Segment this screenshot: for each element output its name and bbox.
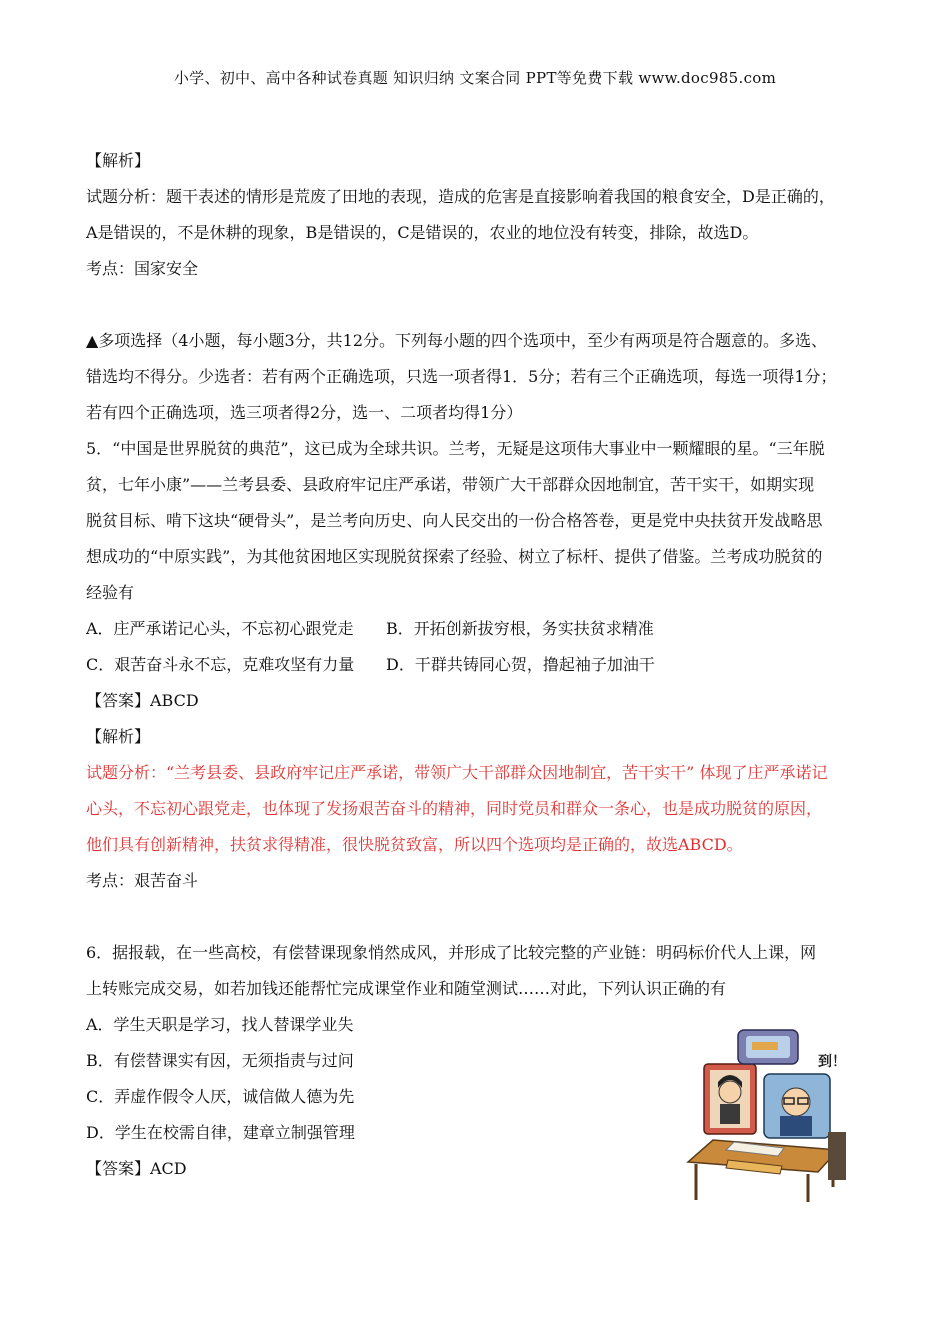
q4-analysis-label: 【解析】 [86, 151, 151, 170]
teacher-body [780, 1116, 812, 1136]
q5-analysis-label: 【解析】 [86, 727, 151, 746]
q5-answer: 【答案】ABCD [86, 691, 199, 710]
q5-exam-point: 考点：艰苦奋斗 [86, 871, 199, 890]
q6-option-c: C．弄虚作假令人厌，诚信做人德为先 [86, 1087, 355, 1106]
chair-icon [828, 1132, 846, 1180]
q5-stem: 脱贫目标、啃下这块“硬骨头”，是兰考向历史、向人民交出的一份合格答卷，更是党中央扶贫开发战略思 [86, 511, 823, 530]
section-instructions: 错选均不得分。少选者：若有两个正确选项，只选一项者得1．5分；若有三个正确选项，每选一项得1分； [86, 367, 837, 386]
speech-text: 到！ [818, 1054, 846, 1070]
q6-option-a: A．学生天职是学习，找人替课学业失 [86, 1015, 354, 1034]
spacer [86, 287, 878, 323]
q5-option-c: C．艰苦奋斗永不忘，克难攻坚有力量 [86, 655, 355, 674]
q6-stem: 上转账完成交易，如若加钱还能帮忙完成课堂作业和随堂测试……对此，下列认识正确的有 [86, 979, 727, 998]
q5-analysis-line: 心头，不忘初心跟党走，也体现了发扬艰苦奋斗的精神，同时党员和群众一条心，也是成功脱贫的原因， [86, 799, 823, 818]
q5-options-row [86, 647, 878, 683]
section-instructions: ▲多项选择（4小题，每小题3分，共12分。下列每小题的四个选项中，至少有两项是符合题意的。多选、 [86, 331, 828, 350]
cartoon-illustration [668, 1022, 864, 1204]
q4-exam-point: 考点：国家安全 [86, 259, 199, 278]
student-face [719, 1081, 741, 1103]
q6-stem: 6．据报载，在一些高校，有偿替课现象悄然成风，并形成了比较完整的产业链：明码标价代人上课，网 [86, 943, 817, 962]
q5-option-a: A．庄严承诺记心头，不忘初心跟党走 [86, 619, 354, 638]
q4-analysis-line: A是错误的，不是休耕的现象，B是错误的，C是错误的，农业的地位没有转变，排除，故选D。 [86, 223, 759, 242]
q5-options-row [86, 611, 878, 647]
student-body [720, 1104, 740, 1124]
page-header: 小学、初中、高中各种试卷真题 知识归纳 文案合同 PPT等免费下载 www.doc985.com [173, 69, 777, 87]
q5-option-d: D．干群共铸同心贺，撸起袖子加油干 [386, 655, 655, 674]
q4-analysis-line: 试题分析：题干表述的情形是荒废了田地的表现，造成的危害是直接影响着我国的粮食安全，D是正确的， [86, 187, 835, 206]
q5-stem: 5．“中国是世界脱贫的典范”，这已成为全球共识。兰考，无疑是这项伟大事业中一颗耀眼的星。“三年脱 [86, 439, 825, 458]
phone-badge [752, 1042, 778, 1050]
spacer [86, 899, 878, 935]
q5-stem: 想成功的“中原实践”，为其他贫困地区实现脱贫探索了经验、树立了标杆、提供了借鉴。兰考成功脱贫的 [86, 547, 823, 566]
q6-answer: 【答案】ACD [86, 1159, 187, 1178]
q6-option-d: D．学生在校需自律，建章立制强管理 [86, 1123, 355, 1142]
section-instructions: 若有四个正确选项，选三项者得2分，选一、二项者均得1分） [86, 403, 523, 422]
q5-analysis-line: 他们具有创新精神，扶贫求得精准，很快脱贫致富，所以四个选项均是正确的，故选ABCD。 [86, 835, 743, 854]
q5-analysis-line: 试题分析：“兰考县委、县政府牢记庄严承诺，带领广大干部群众因地制宜，苦干实干” 体现了庄严承诺记 [86, 763, 828, 782]
q5-option-b: B．开拓创新拔穷根，务实扶贫求精准 [386, 619, 654, 638]
q6-option-b: B．有偿替课实有因，无须指责与过问 [86, 1051, 354, 1070]
teacher-face [782, 1088, 810, 1116]
q5-stem: 经验有 [86, 583, 135, 602]
q5-stem: 贫，七年小康”——兰考县委、县政府牢记庄严承诺，带领广大干部群众因地制宜，苦干实干，如期实现 [86, 475, 815, 494]
